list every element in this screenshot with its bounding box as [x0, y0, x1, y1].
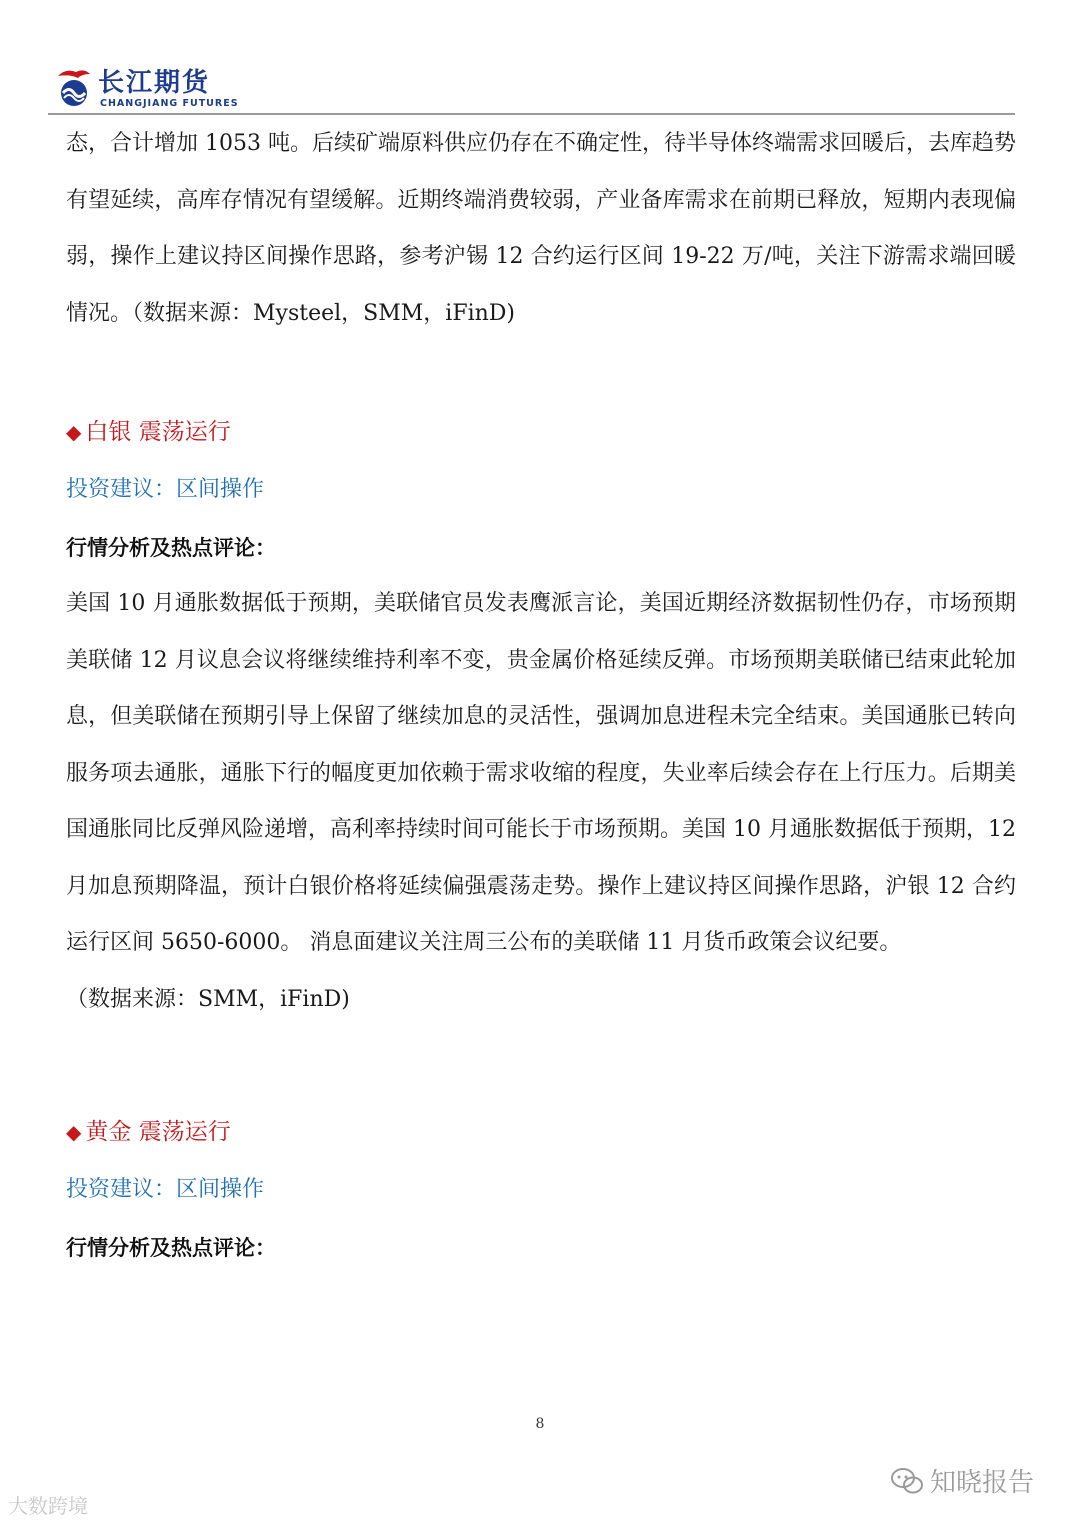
diamond-bullet-icon: ◆	[66, 1120, 82, 1144]
changjiang-logo-icon	[54, 66, 94, 108]
spacer	[66, 1028, 1016, 1104]
wechat-icon	[890, 1466, 924, 1496]
gold-section	[66, 1104, 1016, 1276]
silver-section-title	[66, 404, 1016, 460]
diamond-bullet-icon: ◆	[66, 420, 82, 444]
gold-section-title	[66, 1104, 1016, 1160]
gold-investment-advice: 投资建议：区间操作	[66, 1177, 265, 1202]
silver-investment-advice: 投资建议：区间操作	[66, 477, 265, 502]
logo-english-name: CHANGJIANG FUTURES	[100, 98, 239, 109]
silver-data-source: （数据来源：SMM，iFinD)	[66, 986, 350, 1012]
watermark-left-text: 大数跨境	[8, 1494, 88, 1518]
header-divider	[48, 113, 1015, 115]
spacer	[66, 342, 1016, 404]
watermark-right-text: 知晓报告	[930, 1468, 1035, 1498]
watermark-right	[890, 1462, 1034, 1499]
silver-section	[66, 404, 1016, 1028]
tin-analysis-continuation: 态，合计增加 1053 吨。后续矿端原料供应仍存在不确定性，待半导体终端需求回暖后，去库趋势有望延续，高库存情况有望缓解。近期终端消费较弱，产业备库需求在前期已释放，短期内表现偏弱，操作上建议持区间操作思路，参考沪锡 12 合约运行区间 19-22 万/吨，关注下游需求端回暖情况。（数据来源：Mysteel，SMM，iFinD)	[66, 131, 1016, 326]
logo-chinese-name: 长江期货	[98, 68, 211, 98]
silver-title-text: 白银 震荡运行	[85, 419, 231, 445]
page-number: 8	[535, 1416, 545, 1432]
watermark-left	[8, 1490, 88, 1519]
silver-analysis-label: 行情分析及热点评论：	[66, 536, 276, 560]
page-header	[48, 60, 1028, 116]
gold-title-text: 黄金 震荡运行	[85, 1119, 231, 1145]
silver-analysis-text: 美国 10 月通胀数据低于预期，美联储官员发表鹰派言论，美国近期经济数据韧性仍存，市场预期美联储 12 月议息会议将继续维持利率不变，贵金属价格延续反弹。市场预期美联储已结束此轮加息，但美联储在预期引导上保留了继续加息的灵活性，强调加息进程未完全结束。美国通胀已转向服务项去通胀，通胀下行的幅度更加依赖于需求收缩的程度，失业率后续会存在上行压力。后期美国通胀同比反弹风险递增，高利率持续时间可能长于市场预期。美国 10 月通胀数据低于预期，12 月加息预期降温，预计白银价格将延续偏强震荡走势。操作上建议持区间操作思路，沪银 12 合约运行区间 5650-6000。 消息面建议关注周三公布的美联储 11 月货币政策会议纪要。	[66, 591, 1016, 955]
page-content	[66, 116, 1016, 1276]
gold-analysis-label: 行情分析及热点评论：	[66, 1236, 276, 1260]
